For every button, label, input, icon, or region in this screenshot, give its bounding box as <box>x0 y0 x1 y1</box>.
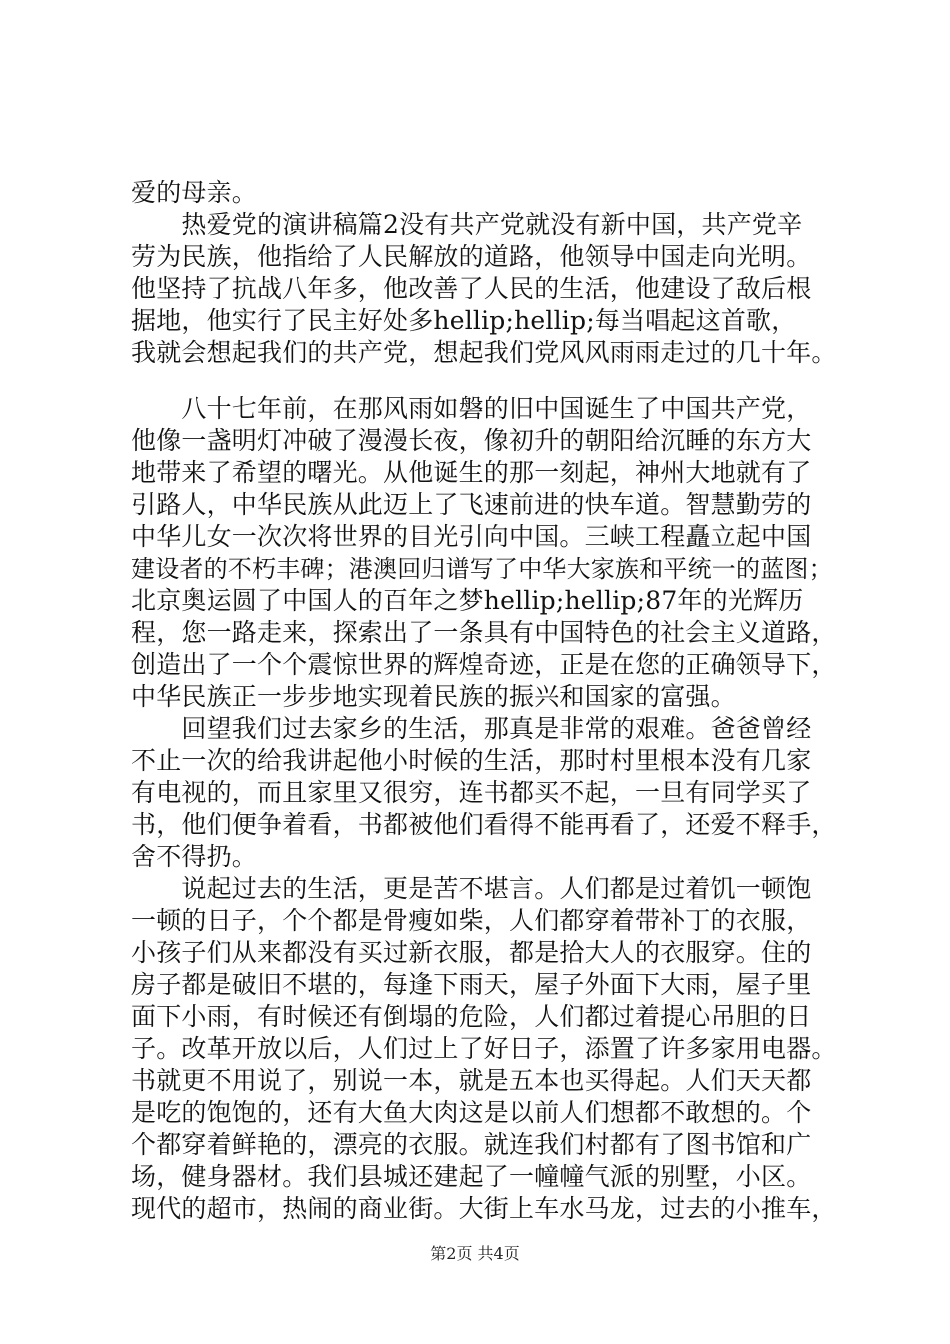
text-line: 中华民族正一步步地实现着民族的振兴和国家的富强。 <box>131 682 736 711</box>
text-line: 个都穿着鲜艳的，漂亮的衣服。就连我们村都有了图书馆和广 <box>131 1130 812 1159</box>
text-line: 舍不得扔。 <box>131 842 258 871</box>
text-line: 场，健身器材。我们县城还建起了一幢幢气派的别墅，小区。 <box>131 1162 812 1191</box>
text-line: 他坚持了抗战八年多，他改善了人民的生活，他建设了敌后根 <box>131 274 812 303</box>
text-line: 有电视的，而且家里又很穷，连书都买不起，一旦有同学买了 <box>131 778 812 807</box>
text-line: 子。改革开放以后，人们过上了好日子，添置了许多家用电器。 <box>131 1034 837 1063</box>
text-line: 现代的超市，热闹的商业街。大街上车水马龙，过去的小推车， <box>131 1194 837 1223</box>
text-line: 房子都是破旧不堪的，每逢下雨天，屋子外面下大雨，屋子里 <box>131 970 812 999</box>
text-line: 书就更不用说了，别说一本，就是五本也买得起。人们天天都 <box>131 1066 812 1095</box>
text-line: 他像一盏明灯冲破了漫漫长夜，像初升的朝阳给沉睡的东方大 <box>131 426 812 455</box>
text-line: 是吃的饱饱的，还有大鱼大肉这是以前人们想都不敢想的。个 <box>131 1098 812 1127</box>
text-line: 我就会想起我们的共产党，想起我们党风风雨雨走过的几十年。 <box>131 338 837 367</box>
text-line: 程，您一路走来，探索出了一条具有中国特色的社会主义道路， <box>131 618 837 647</box>
text-line: 书，他们便争着看，书都被他们看得不能再看了，还爱不释手， <box>131 810 837 839</box>
text-line: 不止一次的给我讲起他小时候的生活，那时村里根本没有几家 <box>131 746 812 775</box>
text-line: 中华儿女一次次将世界的目光引向中国。三峡工程矗立起中国 <box>131 522 812 551</box>
text-line: 据地，他实行了民主好处多hellip;hellip;每当唱起这首歌， <box>131 306 797 335</box>
text-line: 劳为民族，他指给了人民解放的道路，他领导中国走向光明。 <box>131 242 812 271</box>
text-line: 地带来了希望的曙光。从他诞生的那一刻起，神州大地就有了 <box>131 458 812 487</box>
text-line: 爱的母亲。 <box>131 178 258 207</box>
text-line: 回望我们过去家乡的生活，那真是非常的艰难。爸爸曾经 <box>131 714 812 743</box>
text-line: 热爱党的演讲稿篇2没有共产党就没有新中国，共产党辛 <box>131 210 803 239</box>
text-line: 建设者的不朽丰碑；港澳回归谱写了中华大家族和平统一的蓝图； <box>131 555 833 583</box>
page-number: 第2页 共4页 <box>430 1244 520 1263</box>
text-line: 八十七年前，在那风雨如磐的旧中国诞生了中国共产党， <box>131 394 812 423</box>
text-line: 说起过去的生活，更是苦不堪言。人们都是过着饥一顿饱 <box>131 874 812 903</box>
text-line: 引路人，中华民族从此迈上了飞速前进的快车道。智慧勤劳的 <box>131 490 812 519</box>
text-line: 面下小雨，有时候还有倒塌的危险，人们都过着提心吊胆的日 <box>131 1002 812 1031</box>
text-line: 一顿的日子，个个都是骨瘦如柴，人们都穿着带补丁的衣服， <box>131 906 812 935</box>
text-line: 创造出了一个个震惊世界的辉煌奇迹，正是在您的正确领导下， <box>131 650 837 679</box>
text-line: 北京奥运圆了中国人的百年之梦hellip;hellip;87年的光辉历 <box>131 586 804 615</box>
text-line: 小孩子们从来都没有买过新衣服，都是拾大人的衣服穿。住的 <box>131 938 812 967</box>
